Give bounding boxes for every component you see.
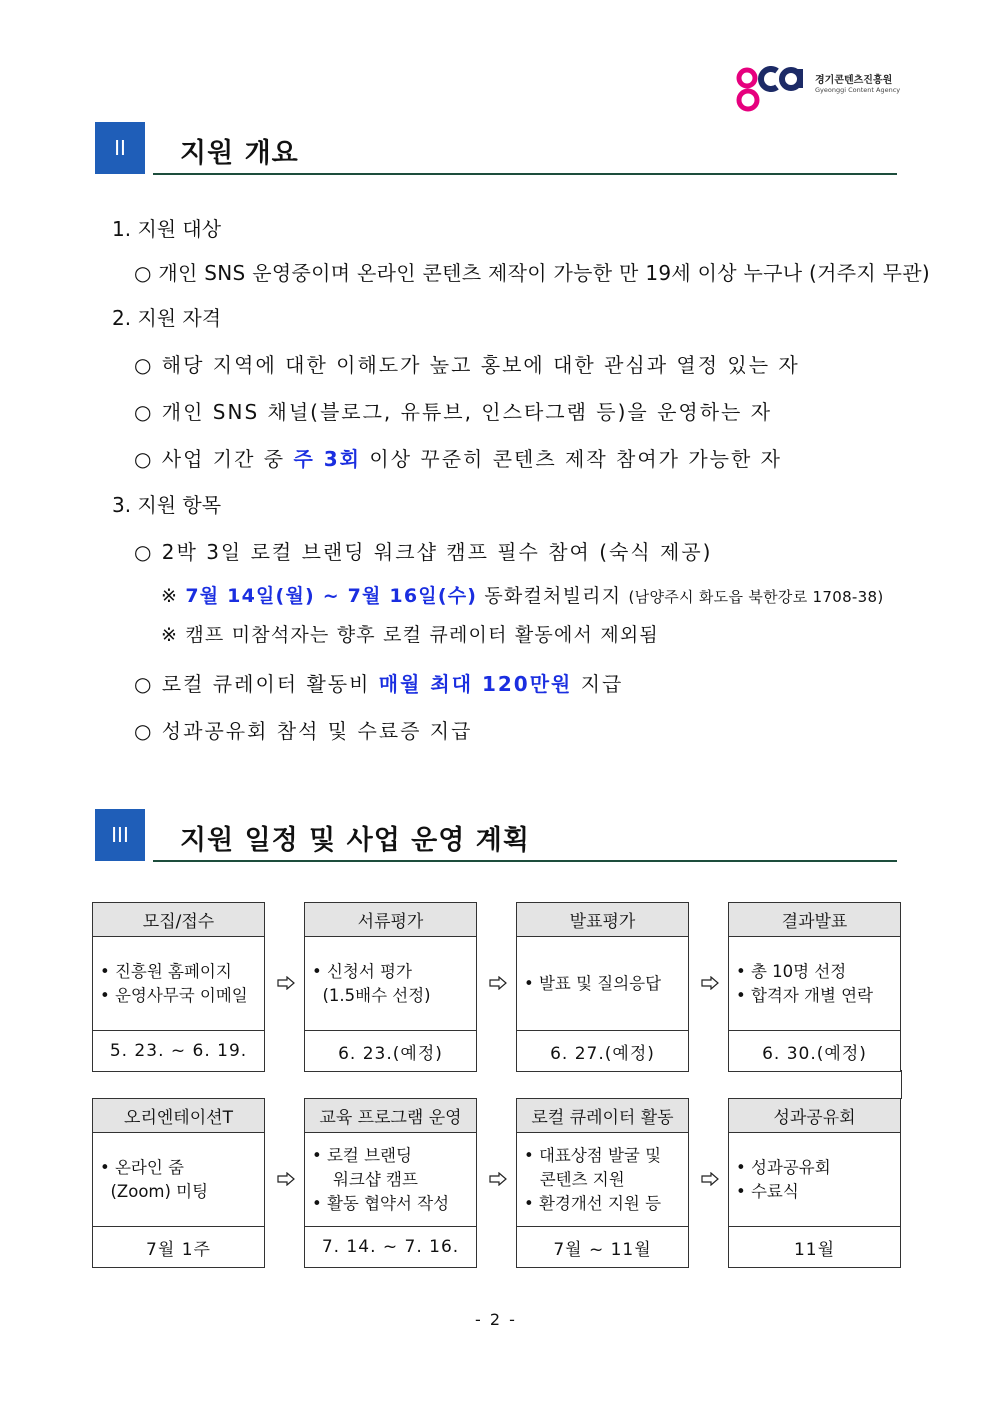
page-number: - 2 -	[475, 1310, 517, 1329]
flow-step-box	[92, 902, 265, 1072]
flow-step-body	[305, 937, 476, 1031]
item-point: ○ 2박 3일 로컬 브랜딩 워크샵 캠프 필수 참여 (숙식 제공)	[134, 540, 713, 564]
item-label: 3. 지원 항목	[112, 493, 222, 517]
flow-step-line: • 온라인 줌	[100, 1157, 184, 1177]
section-rule	[153, 860, 897, 862]
arrow-right-icon	[701, 976, 719, 990]
flow-step-body	[729, 937, 900, 1031]
flow-step-title: 로컬 큐레이터 활동	[517, 1099, 688, 1133]
flow-step-box	[516, 902, 689, 1072]
flow-step-date: 7월 1주	[146, 1239, 211, 1260]
note-mark: ※	[161, 585, 186, 607]
flow-step-date: 7. 14. ~ 7. 16.	[321, 1237, 460, 1257]
section-ii-header	[95, 122, 897, 178]
arrow-right-icon	[489, 1172, 507, 1186]
item-point	[134, 668, 623, 697]
flow-step-line: • 발표 및 질의응답	[524, 973, 662, 993]
point-highlight: 주 3회	[293, 447, 362, 471]
flow-step-line: 워크샵 캠프	[312, 1169, 418, 1189]
flow-step-body	[93, 1133, 264, 1227]
flow-step-title: 성과공유회	[729, 1099, 900, 1133]
flow-step-box	[92, 1098, 265, 1268]
note-highlight: 7월 14일(월) ~ 7월 16일(수)	[185, 585, 478, 607]
item-point: ○ 개인 SNS 채널(블로그, 유튜브, 인스타그램 등)을 운영하는 자	[134, 400, 773, 424]
item-point: ○ 해당 지역에 대한 이해도가 높고 홍보에 대한 관심과 열정 있는 자	[134, 353, 800, 377]
flow-step-line: 콘텐츠 지원	[524, 1169, 625, 1189]
flow-step-body	[305, 1133, 476, 1227]
flow-step-line: • 활동 협약서 작성	[312, 1193, 450, 1213]
item-point	[134, 443, 782, 472]
item-point: ○ 성과공유회 참석 및 수료증 지급	[134, 719, 473, 743]
item-point: ○ 개인 SNS 운영중이며 온라인 콘텐츠 제작이 가능한 만 19세 이상 누구나 (거주지 무관)	[134, 261, 931, 285]
flow-step-line: • 환경개선 지원 등	[524, 1193, 662, 1213]
section-number-badge: III	[95, 809, 145, 861]
flow-step-date: 6. 23.(예정)	[338, 1043, 443, 1064]
flow-step-body	[93, 937, 264, 1031]
item-label: 2. 지원 자격	[112, 306, 222, 330]
section-number-badge: II	[95, 122, 145, 174]
flow-step-body	[517, 937, 688, 1031]
flow-step-line: (1.5배수 선정)	[312, 985, 431, 1005]
flow-step-date: 6. 27.(예정)	[550, 1043, 655, 1064]
flow-step-title: 모집/접수	[93, 903, 264, 937]
item-note	[161, 581, 883, 608]
section-rule	[153, 173, 897, 175]
flow-connector	[901, 1070, 902, 1099]
flow-step-box	[516, 1098, 689, 1268]
point-text: ○ 로컬 큐레이터 활동비	[134, 672, 379, 696]
flow-step-title: 오리엔테이션T	[93, 1099, 264, 1133]
flow-step-box	[728, 1098, 901, 1268]
flow-step-date: 5. 23. ~ 6. 19.	[109, 1041, 248, 1061]
note-text: 동화컬처빌리지	[477, 585, 629, 607]
flow-step-line: • 합격자 개별 연락	[736, 985, 874, 1005]
flow-step-date: 6. 30.(예정)	[762, 1043, 867, 1064]
gca-logo-mark	[735, 66, 815, 114]
flow-step-title: 결과발표	[729, 903, 900, 937]
arrow-right-icon	[489, 976, 507, 990]
point-text: 지급	[572, 672, 624, 696]
item-note: ※ 캠프 미참석자는 향후 로컬 큐레이터 활동에서 제외됨	[161, 624, 659, 646]
flow-step-date: 11월	[793, 1239, 836, 1260]
flow-step-title: 서류평가	[305, 903, 476, 937]
section-title: 지원 일정 및 사업 운영 계획	[180, 825, 530, 856]
point-text: ○ 사업 기간 중	[134, 447, 294, 471]
flow-step-line: (Zoom) 미팅	[100, 1181, 209, 1201]
flow-step-box	[304, 902, 477, 1072]
section-title: 지원 개요	[180, 138, 299, 169]
logo-name-en: Gyeonggi Content Agency	[815, 86, 901, 94]
flow-step-date: 7월 ~ 11월	[553, 1239, 652, 1260]
flow-step-line: • 운영사무국 이메일	[100, 985, 248, 1005]
point-text: 이상 꾸준히 콘텐츠 제작 참여가 가능한 자	[361, 447, 782, 471]
arrow-right-icon	[701, 1172, 719, 1186]
section-iii-header	[95, 809, 897, 865]
item-label: 1. 지원 대상	[112, 217, 222, 241]
flow-step-title: 교육 프로그램 운영	[305, 1099, 476, 1133]
flow-step-body	[729, 1133, 900, 1227]
flow-step-title: 발표평가	[517, 903, 688, 937]
flow-step-line: • 진흥원 홈페이지	[100, 961, 232, 981]
flow-step-line: • 로컬 브랜딩	[312, 1145, 412, 1165]
flow-step-box	[304, 1098, 477, 1268]
point-highlight: 매월 최대 120만원	[378, 672, 573, 696]
logo-name-ko: 경기콘텐츠진흥원	[815, 75, 893, 86]
arrow-right-icon	[277, 1172, 295, 1186]
flow-step-line: • 성과공유회	[736, 1157, 831, 1177]
arrow-right-icon	[277, 976, 295, 990]
flow-step-body	[517, 1133, 688, 1227]
flow-step-line: • 대표상점 발굴 및	[524, 1145, 662, 1165]
note-address: (남양주시 화도읍 북한강로 1708-38)	[628, 588, 884, 606]
flow-step-line: • 총 10명 선정	[736, 961, 847, 981]
gca-logo	[735, 66, 905, 112]
flow-step-line: • 신청서 평가	[312, 961, 412, 981]
flow-step-box	[728, 902, 901, 1072]
flow-step-line: • 수료식	[736, 1181, 799, 1201]
